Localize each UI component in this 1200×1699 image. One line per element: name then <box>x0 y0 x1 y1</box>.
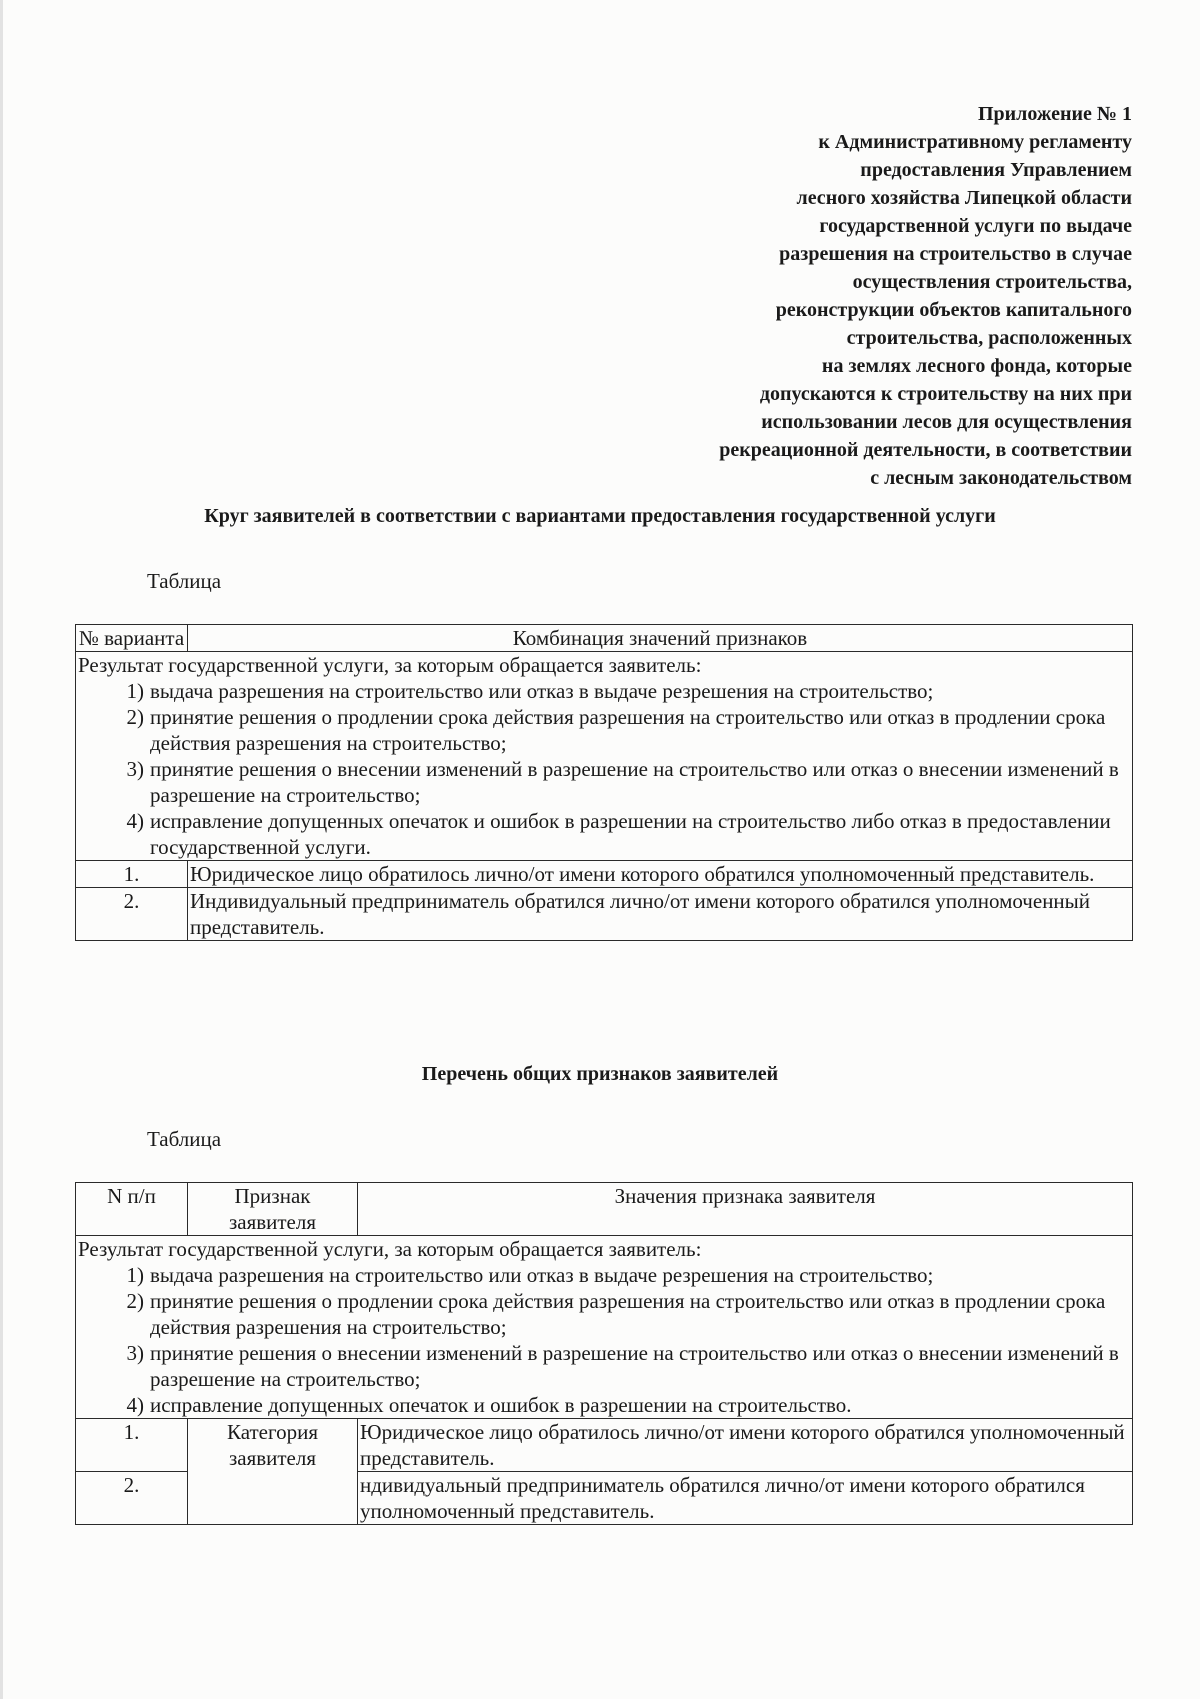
section2-title: Перечень общих признаков заявителей <box>421 1063 779 1085</box>
list-item-number: 3) <box>126 757 144 781</box>
appendix-line: реконструкции объектов капитального <box>775 299 1132 321</box>
row-text: Юридическое лицо обратилось лично/от имени которого обратился уполномоченный представитель. <box>188 861 1133 888</box>
table-row <box>76 1419 1133 1472</box>
list-item-number: 1) <box>126 1263 144 1287</box>
list-item-text: принятие решения о продлении срока действия разрешения на строительство или отказ в продлении срока действия разрешения на строительство; <box>150 705 1106 755</box>
list-item-text: исправление допущенных опечаток и ошибок в разрешении на строительство. <box>150 1393 852 1417</box>
list-item-number: 2) <box>126 705 144 729</box>
appendix-line: на землях лесного фонда, которые <box>821 355 1132 377</box>
list-item-text: принятие решения о внесении изменений в разрешение на строительство или отказ о внесении изменений в разрешение на строительство; <box>150 1341 1119 1391</box>
header-number: N п/п <box>76 1183 188 1236</box>
appendix-line: предоставления Управлением <box>860 159 1132 181</box>
list-item <box>78 678 1130 704</box>
row-number: 1. <box>76 861 188 888</box>
table-intro-row <box>76 652 1133 861</box>
appendix-line: разрешения на строительство в случае <box>779 243 1132 265</box>
row-number: 1. <box>76 1419 188 1472</box>
appendix-line: использовании лесов для осуществления <box>761 411 1132 433</box>
list-item-number: 1) <box>126 679 144 703</box>
result-intro-cell <box>76 1236 1133 1419</box>
appendix-line: лесного хозяйства Липецкой области <box>796 187 1132 209</box>
list-item <box>78 1288 1130 1340</box>
list-item <box>78 1262 1130 1288</box>
section1-table-caption: Таблица <box>147 569 222 593</box>
row-number: 2. <box>76 1472 188 1525</box>
section2-table-caption: Таблица <box>147 1127 222 1151</box>
list-item-text: исправление допущенных опечаток и ошибок в разрешении на строительство либо отказ в предоставлении государственной услуги. <box>150 809 1111 859</box>
header-attribute-values: Значения признака заявителя <box>358 1183 1133 1236</box>
list-item <box>78 808 1130 860</box>
row-text: Юридическое лицо обратилось лично/от имени которого обратился уполномоченный представитель. <box>358 1419 1133 1472</box>
appendix-header <box>572 100 1132 492</box>
list-item-number: 4) <box>126 809 144 833</box>
header-variant-number: № варианта <box>76 625 188 652</box>
appendix-line: рекреационной деятельности, в соответствии <box>719 439 1132 461</box>
attribute-category-cell: Категория заявителя <box>188 1419 358 1525</box>
list-item <box>78 756 1130 808</box>
result-list <box>78 1262 1130 1418</box>
list-item-text: выдача разрешения на строительство или отказ в выдаче резрешения на строительство; <box>150 679 934 703</box>
list-item <box>78 704 1130 756</box>
row-text: ндивидуальный предприниматель обратился лично/от имени которого обратился уполномоченный представитель. <box>358 1472 1133 1525</box>
list-item-number: 3) <box>126 1341 144 1365</box>
list-item <box>78 1392 1130 1418</box>
appendix-line: осуществления строительства, <box>852 271 1132 293</box>
list-item-text: выдача разрешения на строительство или отказ в выдаче резрешения на строительство; <box>150 1263 934 1287</box>
appendix-line: Приложение № 1 <box>977 103 1132 125</box>
section1-title: Круг заявителей в соответствии с вариантами предоставления государственной услуги <box>204 505 996 527</box>
header-attribute: Признак заявителя <box>188 1183 358 1236</box>
table-row <box>76 861 1133 888</box>
table-intro-row <box>76 1236 1133 1419</box>
row-number: 2. <box>76 888 188 941</box>
scan-edge <box>0 0 3 1699</box>
result-intro-cell <box>76 652 1133 861</box>
appendix-line: к Административному регламенту <box>818 131 1132 153</box>
header-combination: Комбинация значений признаков <box>188 625 1133 652</box>
appendix-line: с лесным законодательством <box>870 467 1132 489</box>
list-item-number: 2) <box>126 1289 144 1313</box>
appendix-line: строительства, расположенных <box>846 327 1132 349</box>
row-text: Индивидуальный предприниматель обратился лично/от имени которого обратился уполномоченный представитель. <box>188 888 1133 941</box>
applicants-variants-table <box>75 624 1133 941</box>
list-item <box>78 1340 1130 1392</box>
list-item-text: принятие решения о продлении срока действия разрешения на строительство или отказ в продлении срока действия разрешения на строительство; <box>150 1289 1106 1339</box>
common-attributes-table <box>75 1182 1133 1525</box>
table-header-row <box>76 625 1133 652</box>
list-item-number: 4) <box>126 1393 144 1417</box>
appendix-line: государственной услуги по выдаче <box>819 215 1132 237</box>
table-header-row <box>76 1183 1133 1236</box>
appendix-line: допускаются к строительству на них при <box>759 383 1132 405</box>
result-intro: Результат государственной услуги, за которым обращается заявитель: <box>78 1237 702 1261</box>
table-row <box>76 888 1133 941</box>
list-item-text: принятие решения о внесении изменений в разрешение на строительство или отказ о внесении изменений в разрешение на строительство; <box>150 757 1119 807</box>
result-intro: Результат государственной услуги, за которым обращается заявитель: <box>78 653 702 677</box>
result-list <box>78 678 1130 860</box>
